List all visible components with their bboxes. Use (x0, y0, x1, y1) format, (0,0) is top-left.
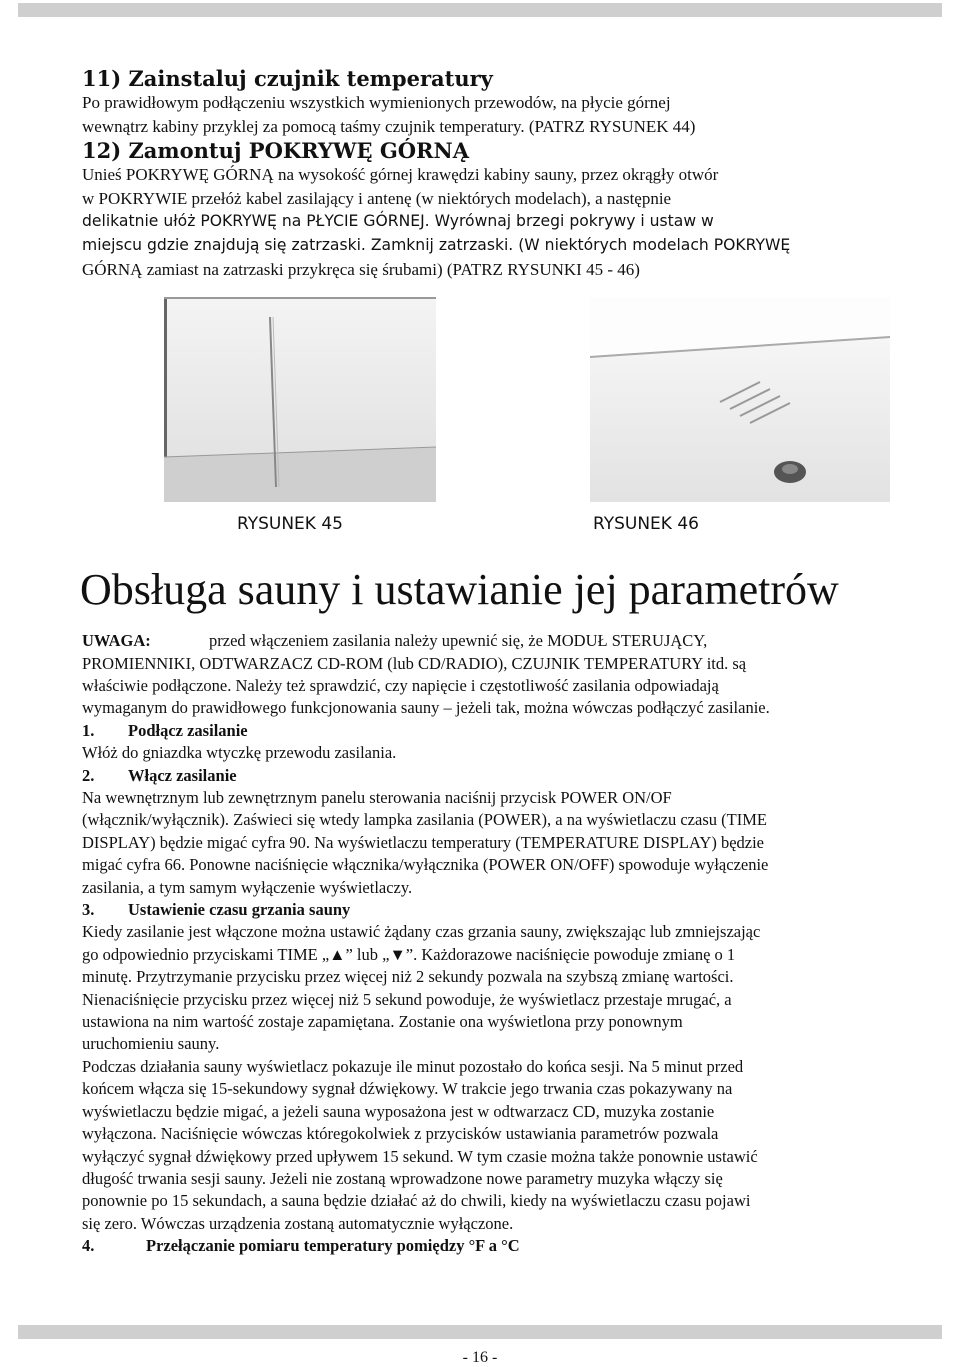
warning-line: wymaganym do prawidłowego funkcjonowania sauny – jeżeli tak, można wówczas podłączyć zasilanie. (82, 698, 770, 718)
step-3-line: minutę. Przytrzymanie przycisku przez więcej niż 2 sekundy pozwala na szybszą zmianę wartości. (82, 967, 734, 987)
step-3-line: ustawiona na nim wartość zostaje zapamiętana. Zostanie ona wyświetlona przy ponownym (82, 1012, 683, 1032)
warning-label: UWAGA: (82, 631, 151, 651)
section-12-line: delikatnie ułóż POKRYWĘ na PŁYCIE GÓRNEJ. Wyrównaj brzegi pokrywy i ustaw w (82, 212, 714, 231)
step-2-line: Na wewnętrznym lub zewnętrznym panelu sterowania naciśnij przycisk POWER ON/OF (82, 788, 672, 807)
header-bar (18, 3, 942, 17)
step-3-line: ponownie po 15 sekundach, a sauna będzie działać aż do chwili, kiedy na wyświetlaczu czasu pojawi (82, 1191, 751, 1211)
step-3-line: Kiedy zasilanie jest włączone można ustawić żądany czas grzania sauny, zwiększając lub zmniejszając (82, 922, 761, 942)
step-title: Podłącz zasilanie (128, 720, 248, 740)
step-2-line: (włącznik/wyłącznik). Zaświeci się wtedy lampka zasilania (POWER), a na wyświetlaczu czasu (TIME (82, 810, 767, 830)
step-2-line: migać cyfra 66. Ponowne naciśnięcie włącznika/wyłącznika (POWER ON/OFF) spowoduje wyłączenie (82, 855, 769, 875)
step-2-heading (82, 765, 882, 787)
page-content (82, 66, 882, 1258)
step-3-line: wyłączyć sygnał dźwiękowy przed upływem 15 sekund. W tym czasie można także ponownie ustawić (82, 1146, 758, 1166)
main-title: Obsługa sauny i ustawianie jej parametrów (80, 565, 839, 615)
step-title: Ustawienie czasu grzania sauny (128, 900, 351, 920)
page-number: - 16 - (462, 1349, 498, 1366)
step-number: 3. (82, 900, 95, 920)
step-3-line: Podczas działania sauny wyświetlacz pokazuje ile minut pozostało do końca sesji. Na 5 minut przed (82, 1056, 744, 1076)
caption-figure-45: RYSUNEK 45 (237, 514, 343, 535)
section-11-line: wewnątrz kabiny przyklej za pomocą taśmy czujnik temperatury. (PATRZ RYSUNEK 44) (82, 116, 696, 136)
warning-text-tail: są (728, 653, 747, 673)
step-3-heading (82, 899, 882, 921)
step-3-line: go odpowiednio przyciskami TIME „▲” lub „▼”. Każdorazowe naciśnięcie powoduje zmianę o 1 (82, 944, 736, 964)
section-12-line: w POKRYWIE przełóż kabel zasilający i antenę (w niektórych modelach), a następnie (82, 188, 672, 208)
caption-figure-46: RYSUNEK 46 (593, 514, 699, 535)
step-1-heading (82, 720, 882, 742)
warning-text: przed włączeniem zasilania należy upewnić się, że MODUŁ STERUJĄCY, (209, 631, 708, 651)
step-3-line: wyłączona. Naciśnięcie wówczas któregokolwiek z przycisków ustawiania parametrów pozwala (82, 1124, 719, 1144)
warning-line: właściwie podłączone. Należy też sprawdzić, czy napięcie i częstotliwość zasilania odpowiadają (82, 675, 719, 695)
warning-text: PROMIENNIKI, ODTWARZACZ CD-ROM (lub CD/RADIO), CZUJNIK TEMPERATURY itd. (82, 653, 729, 673)
warning-line (82, 653, 882, 675)
section-12-line: GÓRNĄ zamiast na zatrzaski przykręca się śrubami) (PATRZ RYSUNKI 45 - 46) (82, 259, 640, 279)
step-2-line: zasilania, a tym samym wyłączenie wyświetlaczy. (82, 877, 413, 897)
section-12-heading: 12) Zamontuj POKRYWĘ GÓRNĄ (82, 138, 469, 164)
section-11-line: Po prawidłowym podłączeniu wszystkich wymienionych przewodów, na płycie górnej (82, 93, 671, 112)
step-3-line: Nienaciśnięcie przycisku przez więcej niż 5 sekund powoduje, że wyświetlacz przestaje mrugać, a (82, 989, 732, 1009)
step-number: 2. (82, 765, 95, 785)
step-title: Włącz zasilanie (128, 765, 237, 785)
step-1-line: Włóż do gniazdka wtyczkę przewodu zasilania. (82, 743, 397, 763)
figures-row (82, 297, 882, 502)
step-2-line: DISPLAY) będzie migać cyfra 90. Na wyświetlaczu temperatury (TEMPERATURE DISPLAY) będzie (82, 832, 764, 852)
section-12-line: Unieś POKRYWĘ GÓRNĄ na wysokość górnej krawędzi kabiny sauny, przez okrągły otwór (82, 165, 719, 185)
footer-bar (18, 1325, 942, 1339)
step-3-line: długość trwania sesji sauny. Jeżeli nie zostaną wprowadzone nowe parametry muzyka włączy się (82, 1168, 723, 1188)
step-number: 4. (82, 1236, 95, 1256)
figure-46-photo (590, 297, 890, 502)
warning-line (82, 630, 882, 652)
figure-45-photo (164, 297, 436, 502)
step-title: Przełączanie pomiaru temperatury pomiędzy °F a °C (146, 1236, 520, 1256)
step-4-heading (82, 1235, 882, 1257)
step-3-line: uruchomieniu sauny. (82, 1034, 220, 1054)
section-12-line: miejscu gdzie znajdują się zatrzaski. Zamknij zatrzaski. (W niektórych modelach POKRYWĘ (82, 235, 791, 254)
step-3-line: się zero. Wówczas urządzenia zostaną automatycznie wyłączone. (82, 1213, 514, 1233)
figure-captions (82, 514, 882, 544)
step-3-line: wyświetlaczu będzie migać, a jeżeli sauna wyposażona jest w odtwarzacz CD, muzyka zostanie (82, 1101, 715, 1121)
step-number: 1. (82, 720, 95, 740)
step-3-line: końcem włącza się 15-sekundowy sygnał dźwiękowy. W trakcie jego trwania czas pokazywany na (82, 1079, 733, 1099)
section-11-heading: 11) Zainstaluj czujnik temperatury (82, 66, 493, 91)
